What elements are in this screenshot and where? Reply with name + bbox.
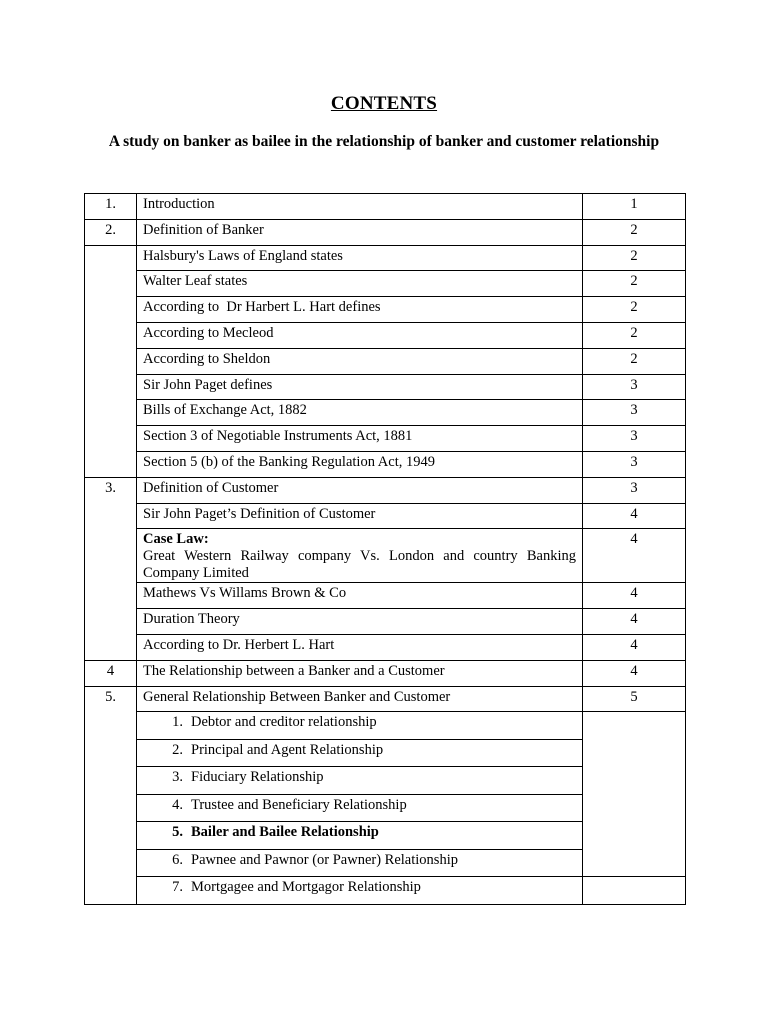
entry-title: Section 3 of Negotiable Instruments Act, 1881 <box>137 426 583 452</box>
page-number: 2 <box>583 271 686 297</box>
page-number: 2 <box>583 219 686 245</box>
entry-title: Definition of Customer <box>137 477 583 503</box>
table-row <box>85 503 686 529</box>
entry-title: According to Dr. Herbert L. Hart <box>137 634 583 660</box>
sub-item <box>137 877 583 905</box>
page-number: 2 <box>583 322 686 348</box>
section-number: 2. <box>85 219 137 245</box>
page-number: 4 <box>583 503 686 529</box>
page-number: 3 <box>583 374 686 400</box>
entry-title: Mathews Vs Willams Brown & Co <box>137 583 583 609</box>
entry-title: According to Sheldon <box>137 348 583 374</box>
table-row <box>85 348 686 374</box>
table-row <box>85 609 686 635</box>
sub-item-number: 6. <box>172 851 183 868</box>
entry-title: Introduction <box>137 194 583 220</box>
sub-item <box>137 739 583 767</box>
entry-title: The Relationship between a Banker and a Customer <box>137 660 583 686</box>
entry-title: Halsbury's Laws of England states <box>137 245 583 271</box>
page-number: 2 <box>583 245 686 271</box>
sub-item-number: 5. <box>172 824 183 841</box>
table-row <box>85 297 686 323</box>
page-number: 4 <box>583 609 686 635</box>
table-row <box>85 529 686 583</box>
page-number: 5 <box>583 686 686 712</box>
section-number-empty <box>85 245 137 477</box>
sub-item <box>137 712 583 740</box>
page-number: 4 <box>583 634 686 660</box>
table-row <box>85 451 686 477</box>
table-row <box>85 271 686 297</box>
sub-item-number: 4. <box>172 796 183 813</box>
entry-title: Duration Theory <box>137 609 583 635</box>
section-number: 4 <box>85 660 137 686</box>
sub-item-highlighted <box>137 822 583 850</box>
page-title: CONTENTS <box>330 93 438 114</box>
table-row <box>85 219 686 245</box>
section-number: 1. <box>85 194 137 220</box>
sub-item <box>137 767 583 795</box>
table-row <box>85 374 686 400</box>
list-item <box>85 877 686 905</box>
table-row <box>85 245 686 271</box>
entry-title: According to Dr Harbert L. Hart defines <box>137 297 583 323</box>
section-number: 5. <box>85 686 137 904</box>
sub-item-title: Fiduciary Relationship <box>191 769 324 786</box>
list-item <box>85 712 686 740</box>
table-row <box>85 634 686 660</box>
sub-item-title: Principal and Agent Relationship <box>191 741 384 758</box>
entry-title: Bills of Exchange Act, 1882 <box>137 400 583 426</box>
case-law-label: Case Law: <box>143 531 209 548</box>
table-row <box>85 477 686 503</box>
table-row <box>85 194 686 220</box>
page-number: 3 <box>583 426 686 452</box>
sub-item-title: Bailer and Bailee Relationship <box>191 824 379 841</box>
page-number: 2 <box>583 297 686 323</box>
page-number: 2 <box>583 348 686 374</box>
case-law-entry <box>137 529 583 583</box>
sub-item-number: 7. <box>172 879 183 896</box>
sub-item-number: 1. <box>172 714 183 731</box>
table-row <box>85 583 686 609</box>
sub-item-title: Mortgagee and Mortgagor Relationship <box>191 879 421 896</box>
table-row <box>85 322 686 348</box>
sub-item-title: Trustee and Beneficiary Relationship <box>191 796 407 813</box>
case-law-title: Great Western Railway company Vs. London and country Banking Company Limited <box>143 548 576 582</box>
sub-item-title: Pawnee and Pawnor (or Pawner) Relationship <box>191 851 458 868</box>
document-subtitle: A study on banker as bailee in the relationship of banker and customer relationship <box>108 133 660 150</box>
page-number: 3 <box>583 477 686 503</box>
sub-item-number: 3. <box>172 769 183 786</box>
contents-table <box>84 193 686 905</box>
page-number-empty <box>583 877 686 905</box>
page-number: 4 <box>583 583 686 609</box>
entry-title: Walter Leaf states <box>137 271 583 297</box>
page-number: 4 <box>583 529 686 583</box>
page-number: 3 <box>583 400 686 426</box>
entry-title: Sir John Paget defines <box>137 374 583 400</box>
entry-title: Sir John Paget’s Definition of Customer <box>137 503 583 529</box>
sub-item <box>137 849 583 877</box>
sub-item <box>137 794 583 822</box>
table-row <box>85 660 686 686</box>
sub-item-number: 2. <box>172 741 183 758</box>
page-number: 3 <box>583 451 686 477</box>
table-row <box>85 426 686 452</box>
page-number-empty <box>583 712 686 877</box>
page-number: 1 <box>583 194 686 220</box>
table-row <box>85 686 686 712</box>
table-row <box>85 400 686 426</box>
page-number: 4 <box>583 660 686 686</box>
entry-title: According to Mecleod <box>137 322 583 348</box>
sub-item-title: Debtor and creditor relationship <box>191 714 377 731</box>
entry-title: General Relationship Between Banker and Customer <box>137 686 583 712</box>
entry-title: Definition of Banker <box>137 219 583 245</box>
entry-title: Section 5 (b) of the Banking Regulation Act, 1949 <box>137 451 583 477</box>
section-number: 3. <box>85 477 137 660</box>
